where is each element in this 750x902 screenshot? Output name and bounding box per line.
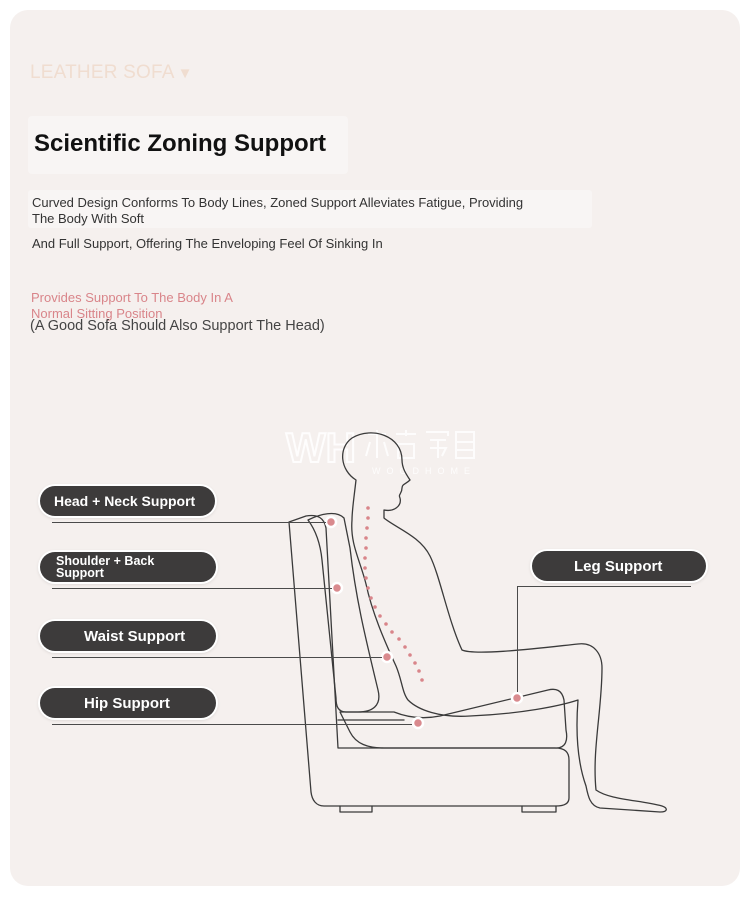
back-cushion bbox=[308, 514, 379, 712]
waist-support-text: Waist Support bbox=[84, 627, 186, 645]
brand-text: LEATHER SOFA bbox=[30, 62, 175, 83]
seated-person bbox=[343, 433, 667, 812]
shoulder-back-support-text-1: Shoulder + Back bbox=[56, 554, 155, 568]
sofa-frame bbox=[289, 516, 569, 807]
head-neck-support-label bbox=[40, 486, 215, 516]
description-line-2: The Body With Soft bbox=[32, 211, 144, 226]
shoulder-leader-line bbox=[52, 588, 332, 589]
hip-support-point bbox=[413, 718, 423, 728]
seat-cushion bbox=[340, 689, 567, 748]
watermark-mark: WH bbox=[286, 424, 356, 471]
watermark-text: WOODHOME bbox=[372, 466, 476, 476]
head-neck-support-text: Head + Neck Support bbox=[54, 493, 196, 509]
description-line-1: Curved Design Conforms To Body Lines, Zoned Support Alleviates Fatigue, Providing bbox=[32, 195, 524, 210]
page-title: Scientific Zoning Support bbox=[34, 130, 326, 157]
hip-support-text: Hip Support bbox=[84, 694, 170, 712]
head-leader-line bbox=[52, 522, 326, 523]
hip-leader-line bbox=[52, 724, 412, 725]
note-line-2: Normal Sitting Position bbox=[31, 306, 163, 321]
leg-support-label bbox=[532, 551, 706, 581]
waist-leader-line bbox=[52, 657, 382, 658]
waist-support-label bbox=[40, 621, 216, 651]
spine-dots bbox=[363, 506, 424, 682]
leg-support-text: Leg Support bbox=[574, 557, 663, 575]
caret-down-icon: ▼ bbox=[177, 65, 193, 82]
head-support-point bbox=[326, 517, 336, 527]
note-line-1: Provides Support To The Body In A bbox=[31, 290, 233, 305]
shoulder-back-support-label bbox=[40, 552, 216, 582]
sofa-foot-left bbox=[340, 806, 372, 812]
shoulder-support-point bbox=[332, 583, 342, 593]
leg-leader-drop bbox=[517, 586, 518, 692]
waist-support-point bbox=[382, 652, 392, 662]
note-head-support: (A Good Sofa Should Also Support The Head) bbox=[30, 318, 325, 334]
hip-support-label bbox=[40, 688, 216, 718]
description-line-3: And Full Support, Offering The Enveloping Feel Of Sinking In bbox=[32, 236, 383, 251]
leg-leader-line bbox=[517, 586, 691, 587]
leg-support-point bbox=[512, 693, 522, 703]
shoulder-back-support-text-2: Support bbox=[56, 566, 104, 580]
sofa-foot-right bbox=[522, 806, 556, 812]
